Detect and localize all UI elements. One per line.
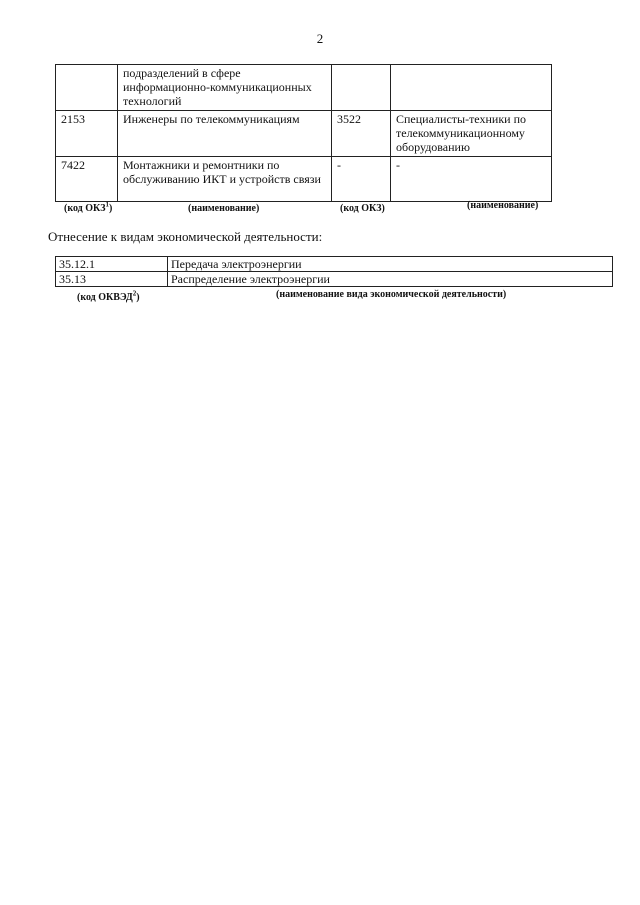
okz-code-caption: (код ОКЗ$^1$) [64, 200, 113, 214]
table-row [56, 272, 613, 287]
okz-code-cell: 7422 [56, 157, 118, 202]
okz-name-cell [391, 65, 552, 111]
okved-name-cell: Распределение электроэнергии [168, 272, 613, 287]
okved-table [55, 256, 613, 287]
okz-code-cell [332, 65, 391, 111]
okved-code-cell: 35.12.1 [56, 257, 168, 272]
activity-heading: Отнесение к видам экономической деятельности: [48, 229, 323, 244]
okz-name2-caption: (наименование) [467, 200, 539, 211]
okz-name-cell: Инженеры по телекоммуникациям [118, 111, 332, 157]
okz-code-cell: - [332, 157, 391, 202]
okved-code-cell: 35.13 [56, 272, 168, 287]
okz-name-caption: (наименование) [188, 203, 260, 214]
okz-code-cell [56, 65, 118, 111]
okved-code-caption: (код ОКВЭД$^2$) [77, 289, 140, 303]
okz-name-cell: подразделений в сфере информационно-коммуникационных технологий [118, 65, 332, 111]
okved-name-cell: Передача электроэнергии [168, 257, 613, 272]
okz-name-cell: Специалисты-техники по телекоммуникационному оборудованию [391, 111, 552, 157]
okz-table [55, 64, 552, 202]
page-number: 2 [316, 31, 324, 46]
okz-code-cell: 3522 [332, 111, 391, 157]
table-row [56, 111, 552, 157]
okved-name-caption: (наименование вида экономической деятельности) [276, 289, 507, 300]
table-row [56, 257, 613, 272]
okz-code2-caption: (код ОКЗ) [340, 203, 385, 214]
okz-name-cell: Монтажники и ремонтники по обслуживанию ИКТ и устройств связи [118, 157, 332, 202]
table-row [56, 157, 552, 202]
table-row [56, 65, 552, 111]
okz-code-cell: 2153 [56, 111, 118, 157]
okz-name-cell: - [391, 157, 552, 202]
